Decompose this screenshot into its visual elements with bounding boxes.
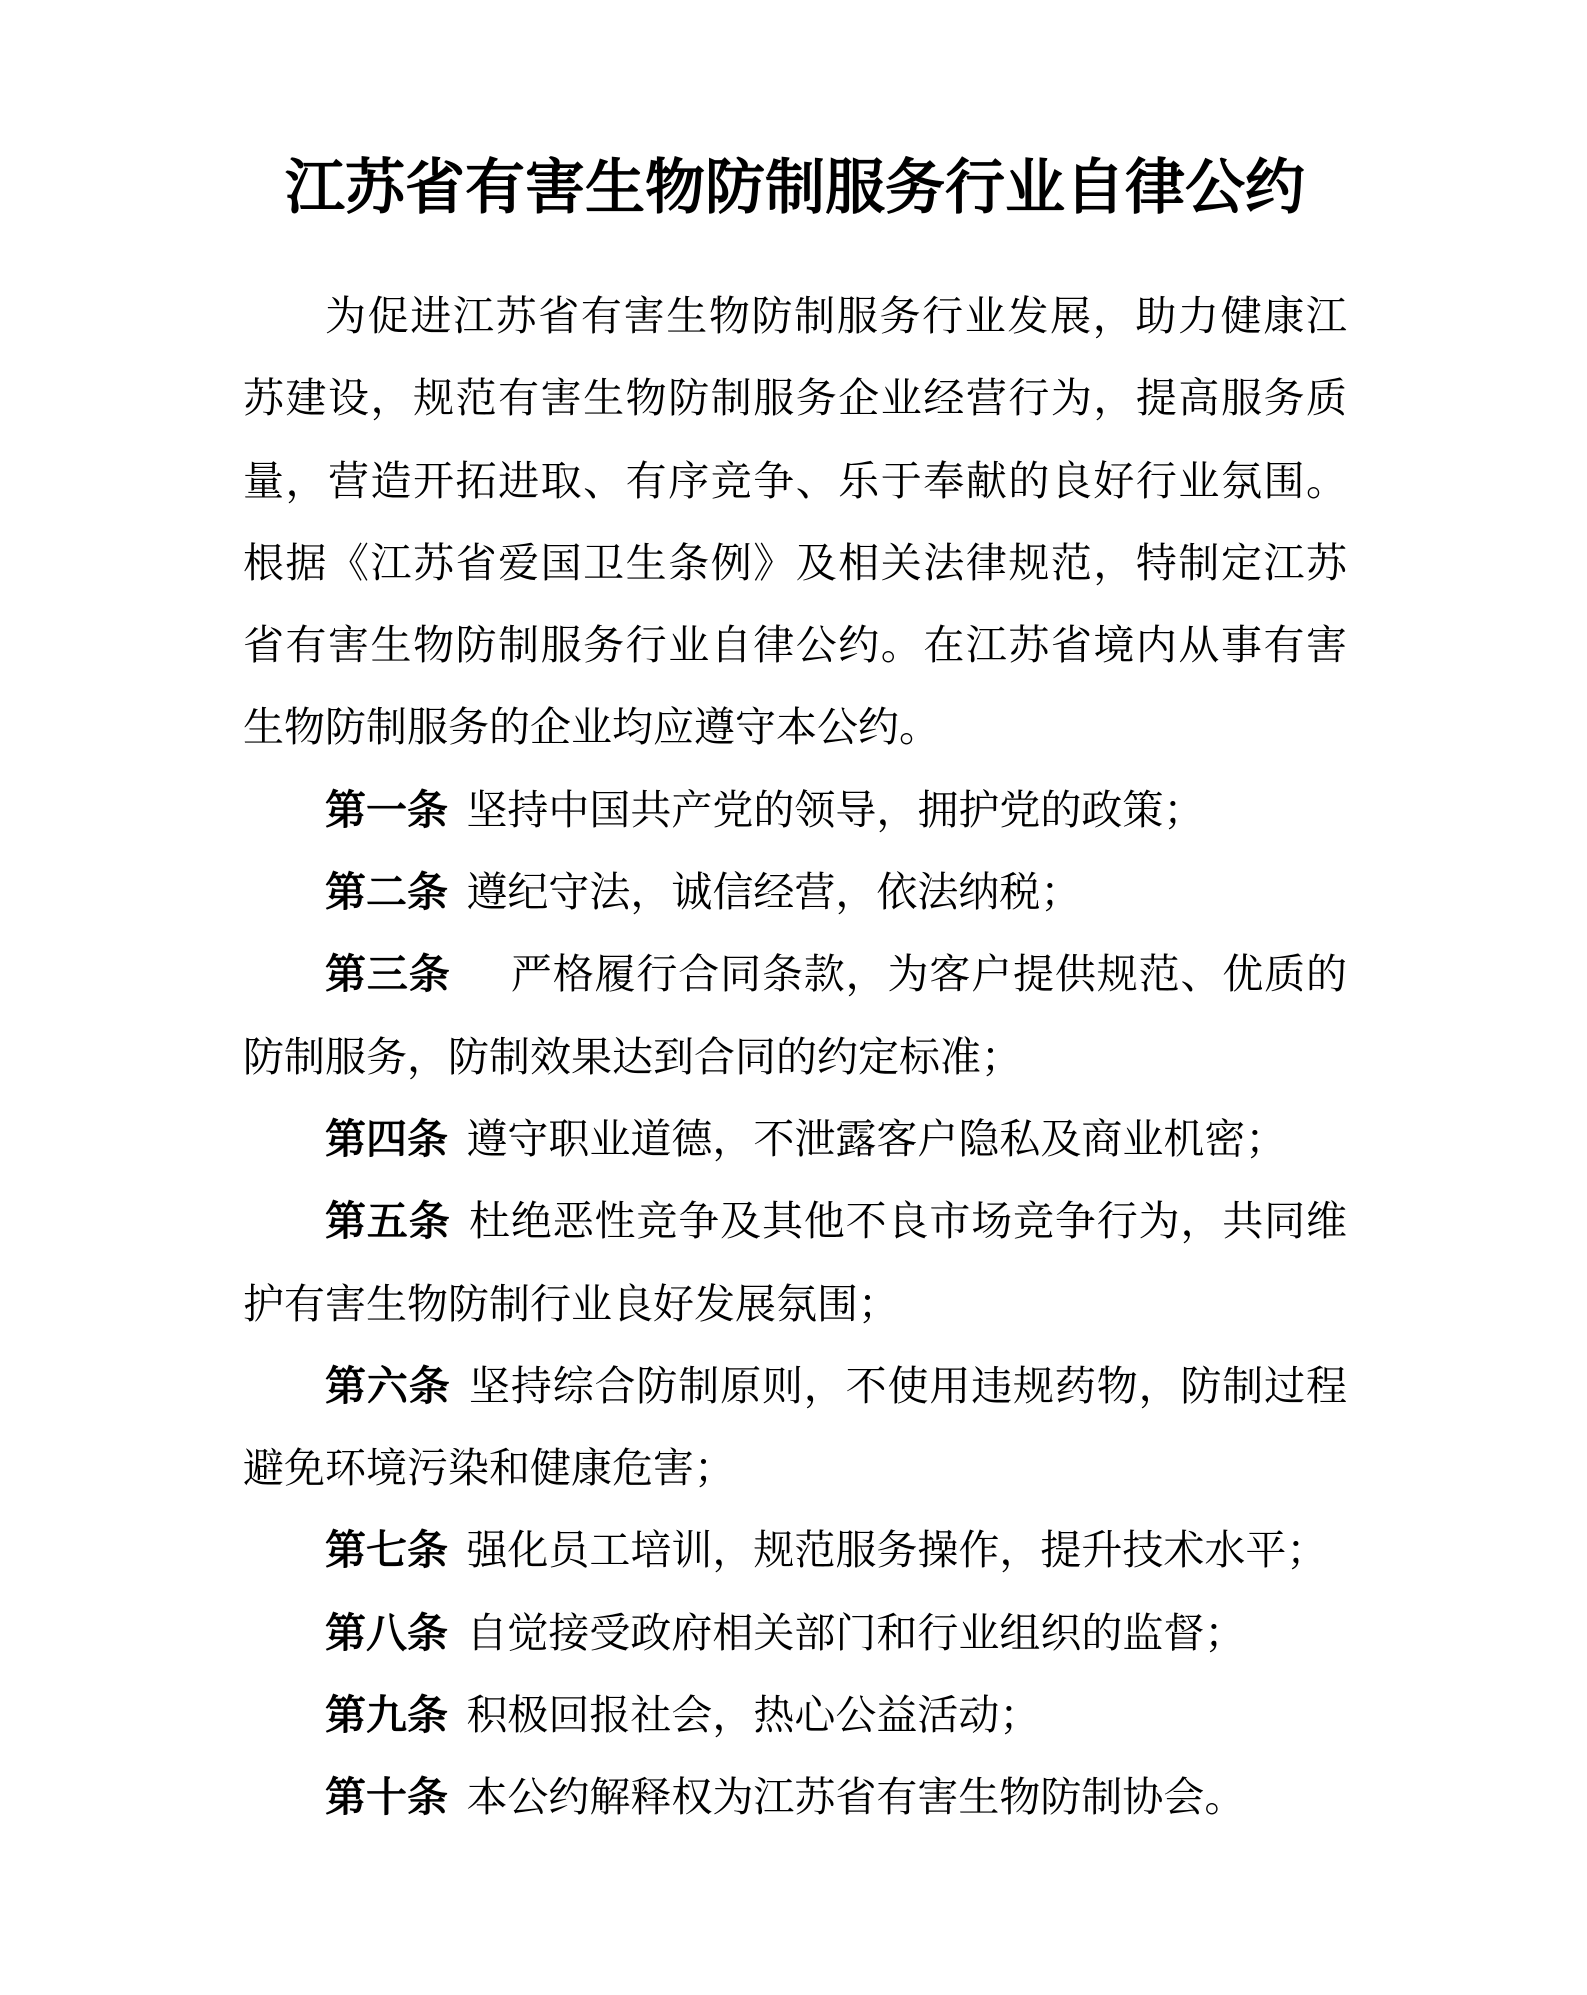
article-item (243, 1180, 1347, 1345)
article-number-label: 第七条 (325, 1527, 448, 1574)
article-number-label: 第一条 (325, 786, 448, 833)
article-item (243, 933, 1347, 1098)
article-item (243, 851, 1347, 933)
article-number-label: 第五条 (325, 1198, 451, 1245)
article-text: 积极回报社会，热心公益活动； (466, 1692, 1041, 1739)
article-text: 遵守职业道德，不泄露客户隐私及商业机密； (466, 1115, 1287, 1162)
article-text: 强化员工培训，规范服务操作，提升技术水平； (466, 1527, 1328, 1574)
document-title: 江苏省有害生物防制服务行业自律公约 (285, 155, 1305, 221)
article-number-label: 第六条 (325, 1362, 451, 1409)
article-item (243, 1345, 1347, 1510)
article-text: 遵纪守法，诚信经营，依法纳税； (466, 869, 1082, 916)
article-text: 坚持中国共产党的领导，拥护党的政策； (466, 786, 1205, 833)
article-number-label: 第二条 (325, 869, 448, 916)
article-text: 自觉接受政府相关部门和行业组织的监督； (466, 1609, 1246, 1656)
article-number-label: 第四条 (325, 1115, 448, 1162)
article-item (243, 1674, 1347, 1756)
intro-paragraph: 为促进江苏省有害生物防制服务行业发展，助力健康江苏建设，规范有害生物防制服务企业经营行为，提高服务质量，营造开拓进取、有序竞争、乐于奉献的良好行业氛围。根据《江苏省爱国卫生条例》及相关法律规范，特制定江苏省有害生物防制服务行业自律公约。在江苏省境内从事有害生物防制服务的企业均应遵守本公约。 (243, 293, 1347, 751)
article-item (243, 1509, 1347, 1591)
article-item (243, 1098, 1347, 1180)
article-item (243, 1592, 1347, 1674)
article-number-label: 第八条 (325, 1609, 448, 1656)
article-number-label: 第三条 (325, 951, 451, 998)
article-number-label: 第十条 (325, 1774, 448, 1821)
document-body (243, 275, 1347, 1839)
articles-list (243, 769, 1347, 1839)
article-text: 本公约解释权为江苏省有害生物防制协会。 (466, 1774, 1246, 1821)
article-item (243, 1756, 1347, 1838)
article-item (243, 769, 1347, 851)
article-text: 杜绝恶性竞争及其他不良市场竞争行为，共同维护有害生物防制行业良好发展氛围； (243, 1198, 1348, 1327)
article-text: 坚持综合防制原则，不使用违规药物，防制过程避免环境污染和健康危害； (243, 1362, 1348, 1492)
article-number-label: 第九条 (325, 1692, 448, 1739)
article-text: 严格履行合同条款，为客户提供规范、优质的防制服务，防制效果达到合同的约定标准； (243, 951, 1348, 1080)
